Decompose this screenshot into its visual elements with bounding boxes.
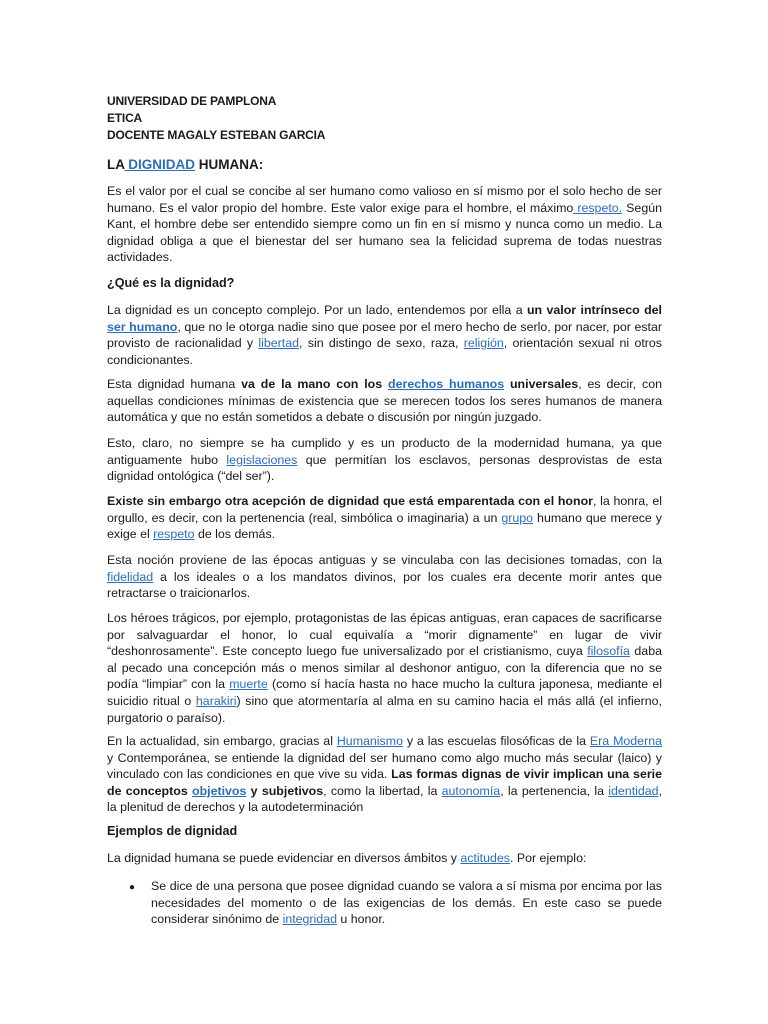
course-name: ETICA [107,111,143,125]
actitudes-link[interactable]: actitudes [460,851,510,865]
teacher-name: DOCENTE MAGALY ESTEBAN GARCIA [107,128,326,142]
grupo-link[interactable]: grupo [501,510,534,525]
paragraph-tragic-heroes: Los héroes trágicos, por ejemplo, protagonistas de las épicas antiguas, eran capaces de sacrificarse por salvaguardar el honor, lo cual equivalía a “morir dignamente” en lugar de vivir “deshonrosamente”. Este concepto luego fue universalizado por el cristianismo, cuya filosofía daba al pecado una concepción más o menos similar al deshonor antiguo, con la diferencia que no se podía “limpiar” con la muerte (como sí hacía hasta no hace mucho la cultura japonesa, mediante el suicidio ritual o harakiri) sino que atormentaría al alma en su camino hacia el más allá (el infierno, purgatorio o paraíso). [107,611,662,725]
page-title: LA DIGNIDAD HUMANA: [107,157,264,172]
paragraph-antiquity: Esta noción proviene de las épocas antiguas y se vinculaba con las decisiones tomadas, con la fidelidad a los ideales o a los mandatos divinos, por los cuales era decente morir antes que retractarse o traicionarlos. [107,553,662,601]
ser-humano-link[interactable]: ser humano [107,319,178,334]
derechos-humanos-link[interactable]: derechos humanos [388,377,505,391]
identidad-link[interactable]: identidad [608,783,659,798]
humanismo-link[interactable]: Humanismo [336,734,403,748]
objetivos-link[interactable]: objetivos [192,783,247,798]
bullet-marker: ● [129,882,136,893]
paragraph-honor: Existe sin embargo otra acepción de dignidad que está emparentada con el honor, la honra, el orgullo, es decir, con la pertenencia (real, simbólica o imaginaria) a un grupo humano que merece y exige el respeto de los demás. [107,494,662,542]
paragraph-definition: Es el valor por el cual se concibe al ser humano como valioso en sí mismo por el solo hecho de ser humano. Es el valor propio del hombre. Este valor exige para el hombre, el máximo respeto. Según Kant, el hombre debe ser entendido siempre como un fin en sí mismo y nunca como un medio. La dignidad obliga a que el bienestar del ser humano sea la felicidad suprema de todas nuestras actividades. [107,184,662,265]
paragraph-modernity: Esto, claro, no siempre se ha cumplido y es un producto de la modernidad humana, ya que antiguamente hubo legislaciones que permitían los esclavos, personas desprovistas de esta dignidad ontológica (“del ser”). [107,436,662,484]
respeto-link-2[interactable]: respeto [153,527,195,542]
paragraph-examples-intro: La dignidad humana se puede evidenciar en diversos ámbitos y actitudes. Por ejemplo: [107,851,587,865]
document-header [107,93,325,144]
paragraph-humanism: En la actualidad, sin embargo, gracias al Humanismo y a las escuelas filosóficas de la Era Moderna y Contemporánea, se entiende la dignidad del ser humano como algo mucho más secular (laico) y vinculado con las condiciones en que vive su vida. Las formas dignas de vivir implican una serie de conceptos objetivos y subjetivos, como la libertad, la autonomía, la pertenencia, la identidad, la plenitud de derechos y la autodeterminación [107,734,663,815]
paragraph-human-rights: Esta dignidad humana va de la mano con los derechos humanos universales, es decir, con aquellas condiciones mínimas de existencia que se merecen todos los seres humanos de manera automática y que no están sometidos a debate o discusión por ningún juzgado. [107,377,662,425]
fidelidad-link[interactable]: fidelidad [107,569,154,584]
integridad-link[interactable]: integridad [282,912,337,927]
religion-link[interactable]: religión [463,336,504,351]
section-heading-what-is: ¿Qué es la dignidad? [107,276,235,290]
muerte-link[interactable]: muerte [229,677,268,692]
paragraph-concept: La dignidad es un concepto complejo. Por un lado, entendemos por ella a un valor intrínseco del ser humano, que no le otorga nadie sino que posee por el mero hecho de serlo, por nacer, por estar provisto de racionalidad y libertad, sin distingo de sexo, raza, religión, orientación sexual ni otros condicionantes. [107,303,663,367]
era-moderna-link[interactable]: Era Moderna [589,734,662,748]
autonomia-link[interactable]: autonomía [441,783,501,798]
university-name: UNIVERSIDAD DE PAMPLONA [107,94,277,108]
legislaciones-link[interactable]: legislaciones [226,452,298,467]
list-item: Se dice de una persona que posee dignidad cuando se valora a sí misma por encima por las necesidades del momento o de las exigencias de los demás. En este caso se puede considerar sinónimo de integridad u honor. [151,879,662,927]
respeto-link[interactable]: respeto. [573,200,623,215]
section-heading-examples: Ejemplos de dignidad [107,824,238,838]
libertad-link[interactable]: libertad [258,336,300,351]
harakiri-link[interactable]: harakiri [195,693,237,708]
dignidad-link[interactable]: DIGNIDAD [124,157,195,172]
filosofia-link[interactable]: filosofía [587,644,630,659]
